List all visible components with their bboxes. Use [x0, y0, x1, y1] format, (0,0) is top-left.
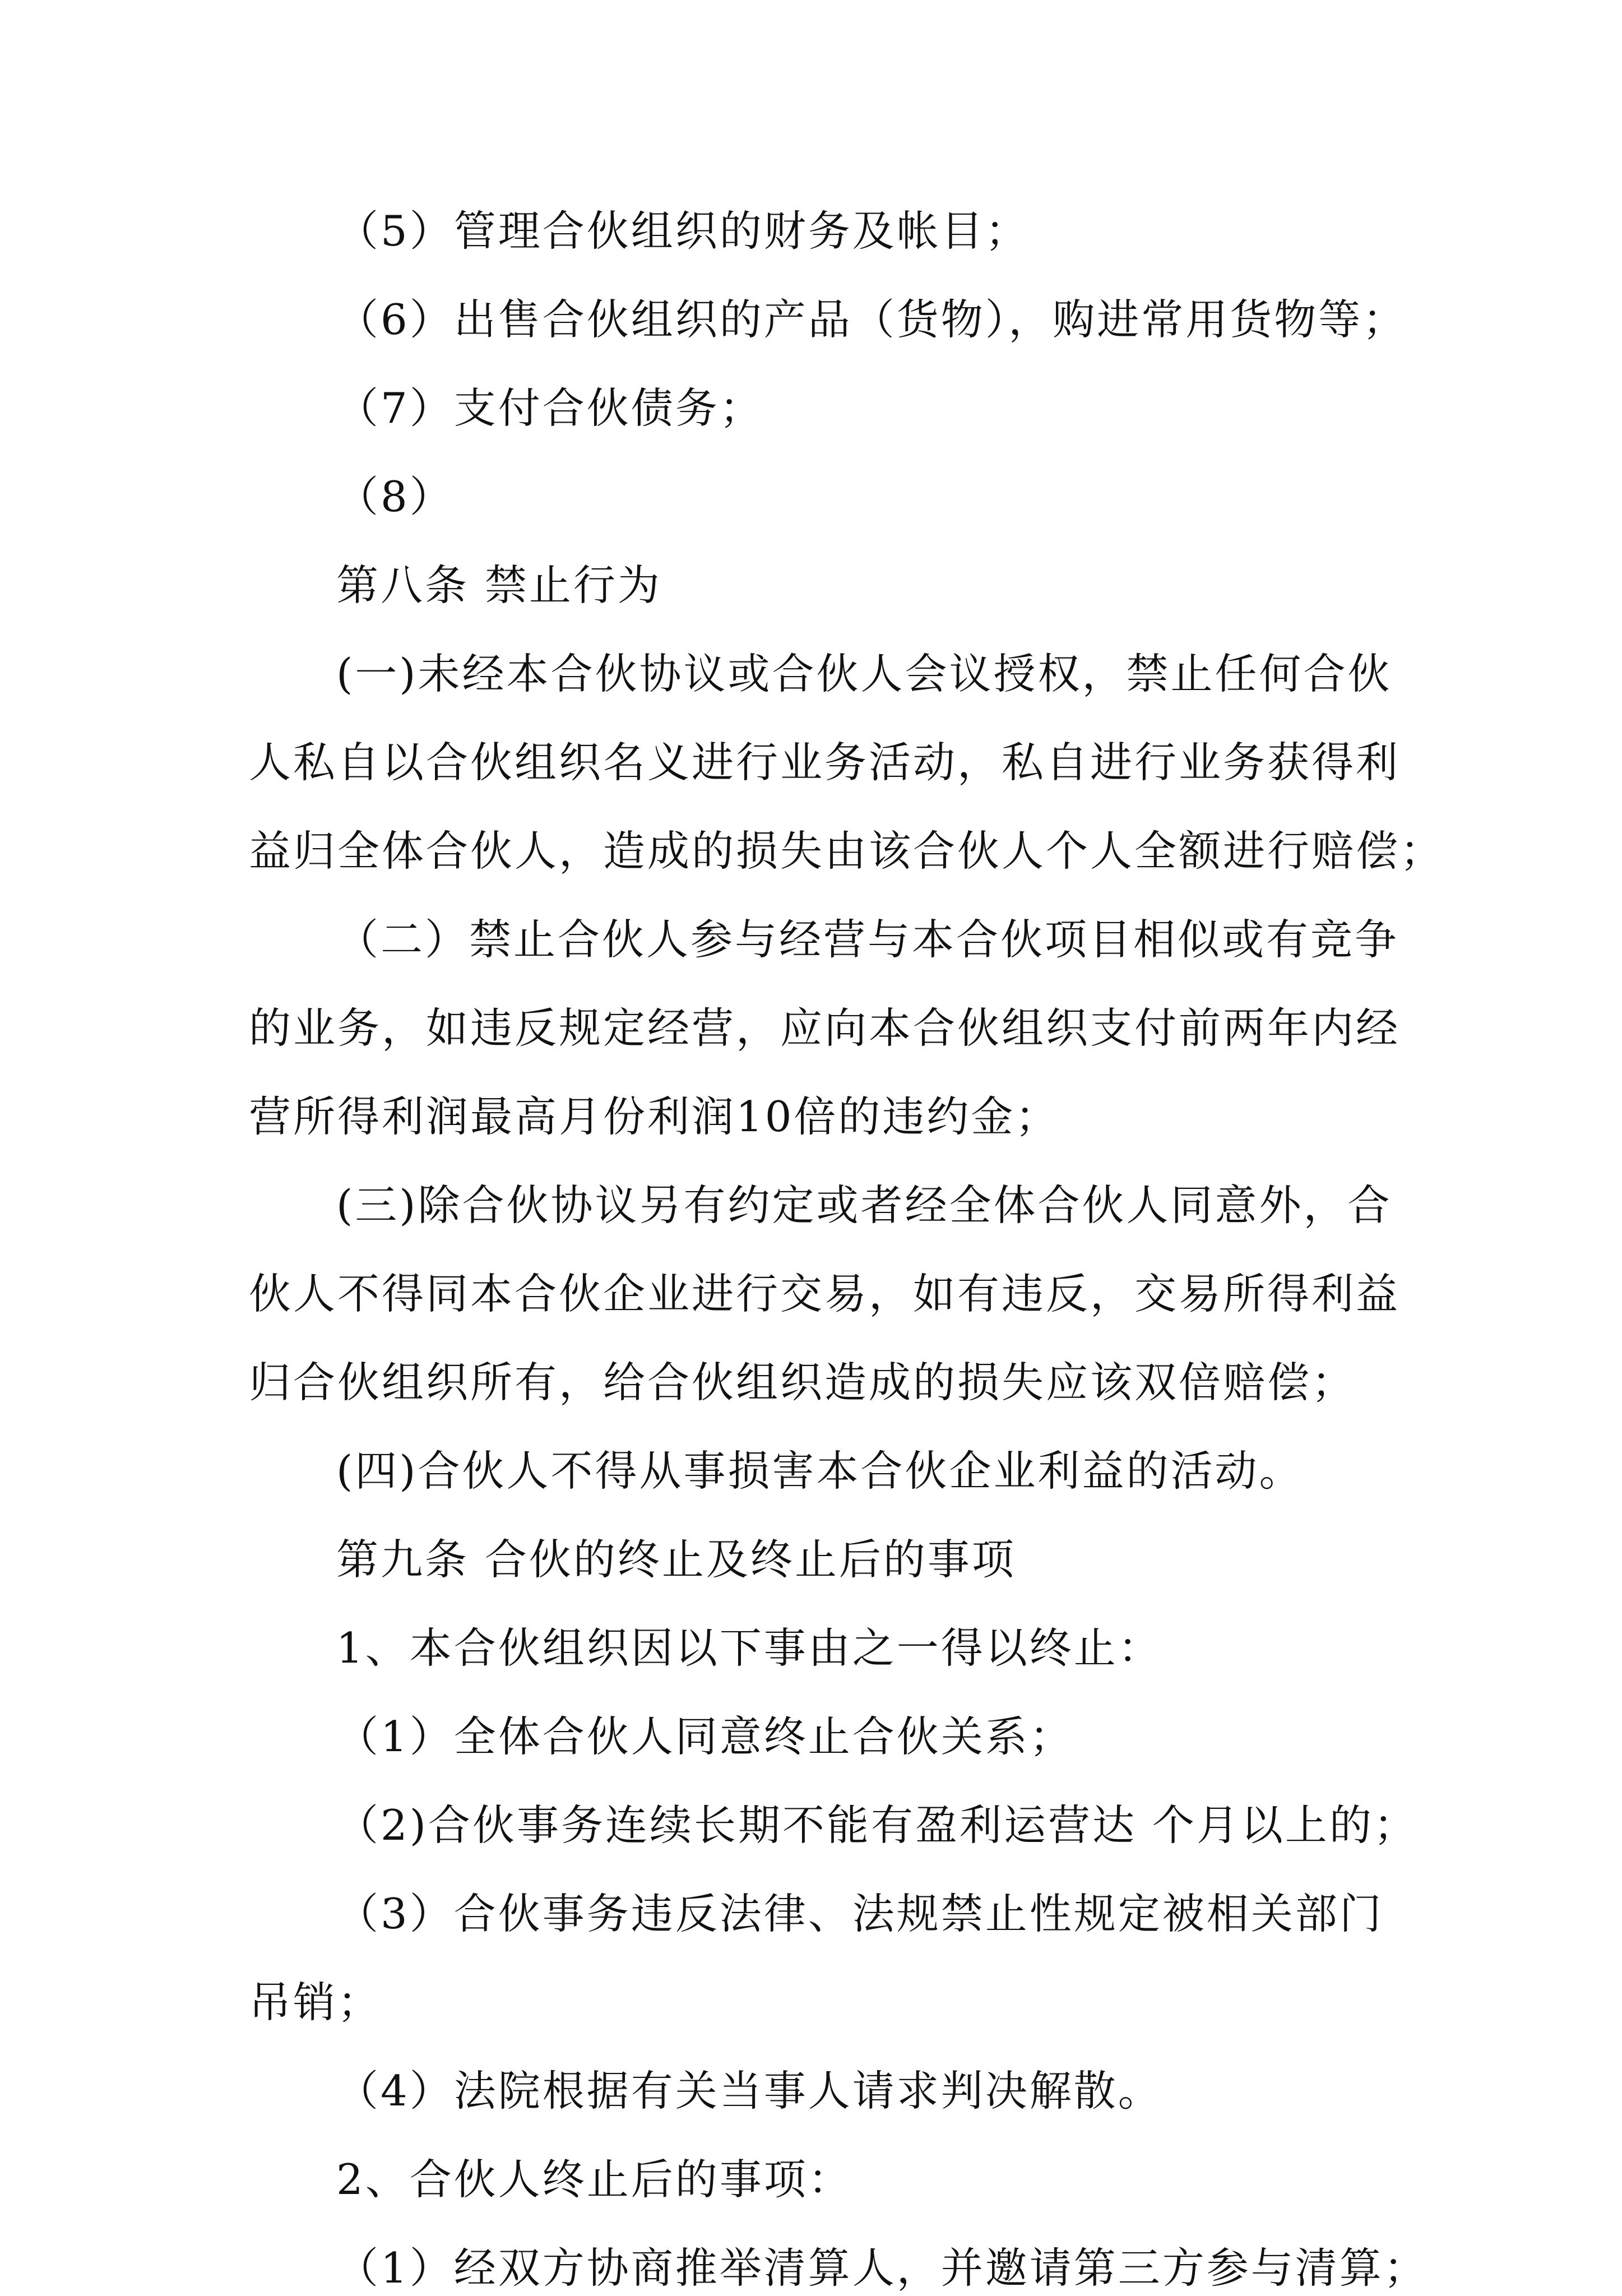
- document-line: （1）经双方协商推举清算人，并邀请第三方参与清算；: [336, 2243, 1428, 2293]
- document-line: 的业务，如违反规定经营，应向本合伙组织支付前两年内经: [249, 1003, 1401, 1053]
- document-line: 吊销；: [249, 1978, 382, 2027]
- document-line: （3）合伙事务违反法律、法规禁止性规定被相关部门: [336, 1889, 1384, 1938]
- document-line: (一)未经本合伙协议或合伙人会议授权，禁止任何合伙: [336, 649, 1392, 698]
- document-line: （4）法院根据有关当事人请求判决解散。: [336, 2066, 1162, 2116]
- document-line: 营所得利润最高月份利润10倍的违约金；: [249, 1092, 1060, 1141]
- document-line: 2、合伙人终止后的事项：: [336, 2155, 852, 2204]
- document-line: (四)合伙人不得从事损害本合伙企业利益的活动。: [336, 1446, 1304, 1496]
- document-line: 1、本合伙组织因以下事由之一得以终止：: [336, 1623, 1162, 1673]
- document-line: 益归全体合伙人，造成的损失由该合伙人个人全额进行赔偿；: [249, 826, 1445, 876]
- document-line: (三)除合伙协议另有约定或者经全体合伙人同意外，合: [336, 1181, 1392, 1230]
- document-line: （2)合伙事务连续长期不能有盈利运营达 个月以上的；: [336, 1800, 1418, 1850]
- document-line: 归合伙组织所有，给合伙组织造成的损失应该双倍赔偿；: [249, 1358, 1356, 1407]
- document-line: 人私自以合伙组织名义进行业务活动，私自进行业务获得利: [249, 738, 1401, 787]
- document-line: （二）禁止合伙人参与经营与本合伙项目相似或有竞争: [336, 915, 1399, 964]
- document-line: （7）支付合伙债务；: [336, 383, 764, 433]
- section-heading: 第九条 合伙的终止及终止后的事项: [336, 1535, 1016, 1584]
- document-line: （6）出售合伙组织的产品（货物），购进常用货物等；: [336, 295, 1407, 344]
- document-line: （1）全体合伙人同意终止合伙关系；: [336, 1712, 1074, 1761]
- document-line: 伙人不得同本合伙企业进行交易，如有违反，交易所得利益: [249, 1269, 1401, 1318]
- section-heading: 第八条 禁止行为: [336, 561, 662, 610]
- document-line: （5）管理合伙组织的财务及帐目；: [336, 206, 1030, 256]
- document-line: （8）: [336, 472, 454, 521]
